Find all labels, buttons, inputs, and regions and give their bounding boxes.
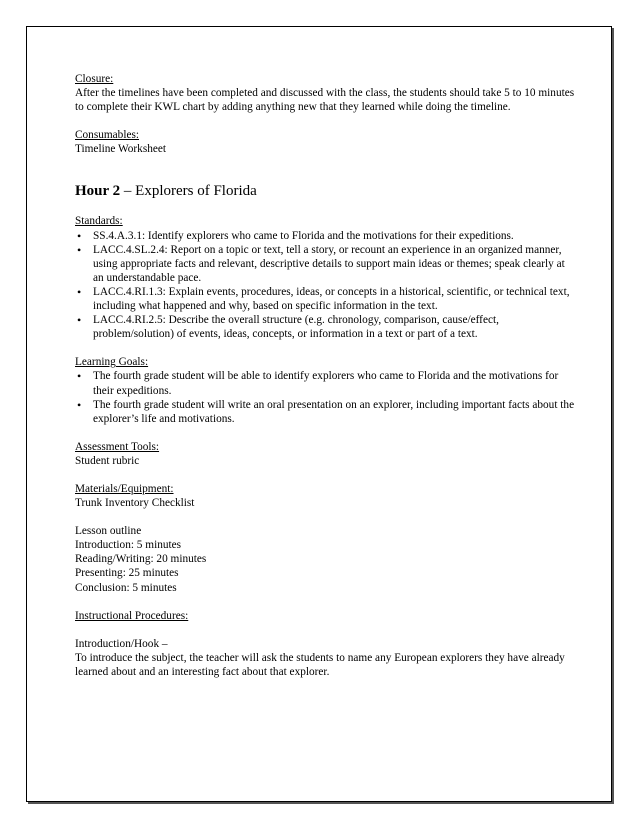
materials-heading: Materials/Equipment:: [75, 482, 174, 495]
assessment-heading: Assessment Tools:: [75, 440, 160, 453]
lesson-outline-heading: Lesson outline: [75, 525, 142, 538]
consumables-text: Timeline Worksheet: [75, 143, 167, 156]
procedures-heading: Instructional Procedures:: [75, 609, 189, 622]
document-body: [75, 72, 575, 679]
closure-heading: Closure:: [75, 73, 114, 85]
standards-list: [75, 229, 575, 342]
learning-goal-item: • The fourth grade student will be able to identify explorers who came to Florida and the motivations for their expeditions.: [75, 369, 575, 397]
standards-heading: Standards:: [75, 215, 123, 228]
closure-text: After the timelines have been completed and discussed with the class, the students should take 5 to 10 minutes to complete their KWL chart by adding anything new that they learned while doing the timeline.: [75, 87, 575, 114]
hook-heading: Introduction/Hook –: [75, 637, 168, 650]
standards-item: • SS.4.A.3.1: Identify explorers who came to Florida and the motivations for their expeditions.: [75, 229, 575, 243]
hook-text: To introduce the subject, the teacher will ask the students to name any European explorers they have already learned about and an interesting fact about that explorer.: [75, 651, 565, 678]
lesson-outline-line: Presenting: 25 minutes: [75, 567, 179, 580]
lesson-outline-line: Reading/Writing: 20 minutes: [75, 553, 207, 566]
hour2-title-rest: – Explorers of Florida: [120, 183, 257, 200]
lesson-outline-line: Conclusion: 5 minutes: [75, 581, 177, 594]
learning-goal-item: • The fourth grade student will write an oral presentation on an explorer, including important facts about the explorer’s life and motivations.: [75, 398, 575, 426]
learning-goals-heading: Learning Goals:: [75, 356, 149, 369]
lesson-outline-line: Introduction: 5 minutes: [75, 539, 182, 552]
consumables-heading: Consumables:: [75, 129, 140, 142]
standards-item: • LACC.4.RI.1.3: Explain events, procedures, ideas, or concepts in a historical, scientific, or technical text, including what happened and why, based on specific information in the text.: [75, 285, 575, 313]
learning-goals-list: [75, 369, 575, 425]
standards-item: • LACC.4.RI.2.5: Describe the overall structure (e.g. chronology, comparison, cause/effect, problem/solution) of events, ideas, concepts, or information in a text or part of a text.: [75, 313, 575, 341]
hour2-title: [75, 182, 575, 200]
assessment-text: Student rubric: [75, 454, 140, 467]
materials-text: Trunk Inventory Checklist: [75, 497, 195, 510]
standards-item: • LACC.4.SL.2.4: Report on a topic or text, tell a story, or recount an experience in an organized manner, using appropriate facts and relevant, descriptive details to support main ideas or themes; speak clearly at an understandable pace.: [75, 243, 575, 285]
hour2-title-bold: Hour 2: [75, 183, 121, 200]
